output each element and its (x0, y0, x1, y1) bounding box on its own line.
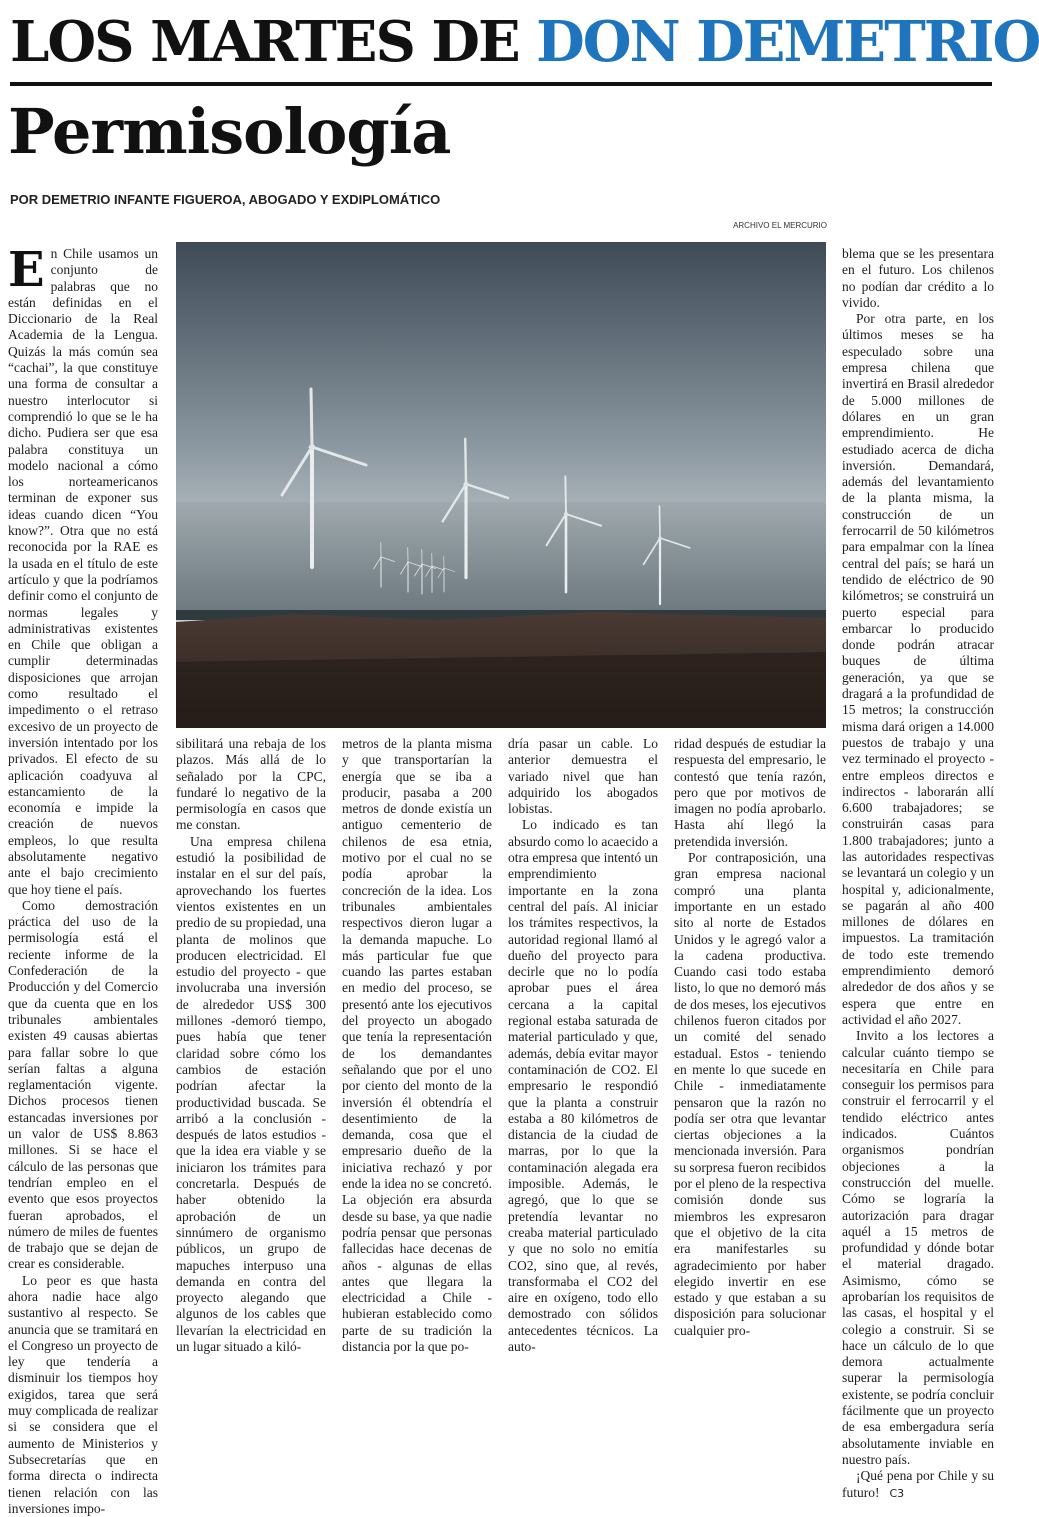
paragraph: metros de la planta misma y que transportarían la energía que se iba a producir, pasaba a 200 metros de donde existía un antiguo cementerio de chilenos de esa etnia, motivo por el cual no se podía aprobar la concreción de la idea. Los tribunales ambientales respectivos dieron lugar a la demanda mapuche. Lo más particular fue que cuando las partes estaban en medio del proceso, se presentó ante los ejecutivos del proyecto un abogado que tenía la representación de los demandantes señalando que por el uno por ciento del monto de la inversión él obtendría el desentimiento de la demanda, cosa que el empresario dueño de la iniciativa rechazó y por ende la idea no se concretó. La objeción era absurda desde su base, ya que nadie podría pensar que personas fallecidas hace decenas de años - algunas de ellas antes que llegara la electricidad a Chile - hubieran establecido como parte de su tradición la distancia por la que po- (342, 736, 492, 1354)
paragraph: Como demostración práctica del uso de la permisología está el reciente informe de la Confederación de la Producción y del Comercio que da cuenta que en los tribunales ambientales existen 49 causas abiertas para fallar sobre lo que serían faltas a alguna reglamentación vigente. Dichos procesos tienen estancadas inversiones por un valor de US$ 8.863 millones. Si se hace el cálculo de las personas que tendrían empleo en el evento que esos proyectos fueran aprobados, el número de miles de fuentes de trabajo que se dejan de crear es considerable. (8, 897, 158, 1272)
photo-credit: ARCHIVO EL MERCURIO (733, 221, 827, 230)
paragraph: Por otra parte, en los últimos meses se ha especulado sobre una empresa chilena que invertirá en Brasil alrededor de 5.000 millones de dólares en un gran emprendimiento. He estudiado acerca de dicha inversión. Demandará, además del levantamiento de la planta misma, la construcción de un ferrocarril de 50 kilómetros para empalmar con la línea central del país; se hará un tendido de eléctrico de 90 kilómetros; se construirá un puerto especial para embarcar lo producido donde podrán atracar buques de última generación, ya que se dragará a la profundidad de 15 metros; la construcción misma dará origen a 14.000 puestos de trabajo y una vez terminado el proyecto - entre empleos directos e indirectos - laborarán allí 6.600 trabajadores; se construirán casas para 1.800 trabajadores; junto a las autoridades respectivas se levantará un colegio y un hospital y, adicionalmente, se pagarán al año 400 millones de dólares en impuestos. La tramitación de todo este tremendo emprendimiento demoró alrededor de dos años y se espera que entre en actividad el año 2027. (842, 311, 994, 1027)
paragraph: dría pasar un cable. Lo anterior demuestra el variado nivel que han adquirido los abogados lobistas. (508, 736, 658, 817)
drop-cap: E (8, 242, 45, 298)
closing-paragraph (842, 1468, 994, 1502)
paragraph (8, 242, 158, 898)
masthead-series-name: LOS MARTES DE (10, 9, 519, 75)
article-column-3 (342, 736, 492, 1354)
paragraph: sibilitará una rebaja de los plazos. Más allá de lo señalado por la CPC, fundaré lo negativo de la permisología en casos que me constan. (176, 736, 326, 833)
wind-turbines-photo (176, 242, 826, 728)
paragraph-text: n Chile usamos un conjunto de palabras que no están definidas en el Diccionario de la Real Academia de la Lengua. Quizás la más común sea “cachai”, la que constituye una forma de consultar a nuestro interlocutor si comprendió lo que se le ha dicho. Pudiera ser que esa palabra constituya un modelo nacional a cómo los norteamericanos terminan de exponer sus ideas cuando dicen “You know?”. Otra que no está reconocida por la RAE es la usada en el título de este artículo y que la podríamos definir como el conjunto de normas legales y administrativas existentes en Chile que obligan a cumplir determinadas disposiciones que arrojan como resultado el impedimento o el retraso excesivo de un proyecto de inversión intentado por los privados. El efecto de su aplicación coadyuva al estancamiento de la economía e impide la creación de nuevos empleos, lo que resulta absolutamente negativo ante el bajo crecimiento que hoy tiene el país. (8, 246, 158, 897)
masthead-rule (10, 82, 992, 86)
masthead-author-name: DON DEMETRIO (536, 9, 1039, 75)
article-column-2 (176, 736, 326, 1354)
article-column-5 (674, 736, 826, 1338)
article-column-4 (508, 736, 658, 1354)
paragraph: ridad después de estudiar la respuesta del empresario, le contestó que tenía razón, pero que por motivos de imagen no podía aprobarlo. Hasta ahí llegó la pretendida inversión. (674, 736, 826, 849)
article-column-6 (842, 246, 994, 1500)
article-title: Permisología (8, 95, 451, 168)
masthead (10, 4, 1039, 80)
paragraph: Por contraposición, una gran empresa nacional compró una planta importante en un estado sito al norte de Estados Unidos y le agregó valor a la cadena productiva. Cuando casi todo estaba listo, lo que no demoró más de dos meses, los ejecutivos chilenos fueron citados por un comité del senado estadual. Estos - teniendo en mente lo que sucede en Chile - inmediatamente pensaron que la razón no podía ser otra que levantar ciertas objeciones a la mencionada inversión. Para su sorpresa fueron recibidos por el pleno de la respectiva comisión donde sus miembros les expresaron que el objetivo de la cita era manifestarles su agradecimiento por haber elegido invertir en ese estado y que estaban a su disposición para solucionar cualquier pro- (674, 850, 826, 1338)
paragraph: Lo peor es que hasta ahora nadie hace algo sustantivo al respecto. Se anuncia que se tramitará en el Congreso un proyecto de ley que tendería a disminuir los tiempos hoy exigidos, tarea que será muy complicada de realizar si se considera que el aumento de Ministerios y Subsecretarías que en forma directa o indirecta tienen relación con las inversiones impo- (8, 1272, 158, 1516)
article-column-1 (8, 242, 158, 1516)
paragraph: blema que se les presentara en el futuro. Los chilenos no podían dar crédito a lo vivido. (842, 246, 994, 310)
closing-line: ¡Qué pena por Chile y su futuro! (842, 1468, 994, 1500)
article-byline: POR DEMETRIO INFANTE FIGUEROA, ABOGADO Y EXDIPLOMÁTICO (10, 192, 441, 207)
paragraph: Lo indicado es tan absurdo como lo acaecido a otra empresa que intentó un emprendimiento importante en la zona central del país. Al iniciar los trámites respectivos, la autoridad regional llamó al dueño del proyecto para decirle que no lo podía aprobar pues el área cercana a la capital regional estaba saturada de material particulado y que, además, debía evitar mayor contaminación de CO2. El empresario le respondió que la planta a construir estaba a 80 kilómetros de distancia de la ciudad de marras, por lo que la contaminación alegada era imposible. Además, le agregó, que lo que se pretendía levantar no creaba material particulado y que no solo no emitía CO2, sino que, al revés, transformaba el CO2 del aire en oxígeno, todo ello demostrado con sólidos antecedentes técnicos. La auto- (508, 817, 658, 1354)
end-mark: C3 (889, 1486, 905, 1500)
paragraph: Una empresa chilena estudió la posibilidad de instalar en el sur del país, aprovechando los fuertes vientos existentes en un predio de su propiedad, una planta de molinos que producen electricidad. El estudio del proyecto - que involucraba una inversión de alrededor US$ 300 millones -demoró tiempo, pues había que tener claridad sobre cómo los cambios de estación podrían afectar la productividad buscada. Se arribó a la conclusión - después de latos estudios - que la idea era viable y se iniciaron los trámites para concretarla. Después de haber obtenido la aprobación de un sinnúmero de organismo públicos, un grupo de mapuches interpuso una demanda en contra del proyecto alegando que algunos de los cables que llevarían la electricidad en un lugar situado a kiló- (176, 833, 326, 1354)
paragraph: Invito a los lectores a calcular cuánto tiempo se necesitaría en Chile para conseguir los permisos para construir el ferrocarril y el tendido eléctrico antes indicados. Cuántos organismos pondrían objeciones a la construcción del muelle. Cómo se lograría la autorización para dragar aquél a 15 metros de profundidad y dónde botar el material dragado. Asimismo, cómo se aprobarían los requisitos de las casas, el hospital y el colegio a construir. Si se hace un cálculo de lo que demora actualmente superar la permisología existente, se podría concluir fácilmente que un proyecto de esa embergadura sería absolutamente inviable en nuestro país. (842, 1028, 994, 1467)
